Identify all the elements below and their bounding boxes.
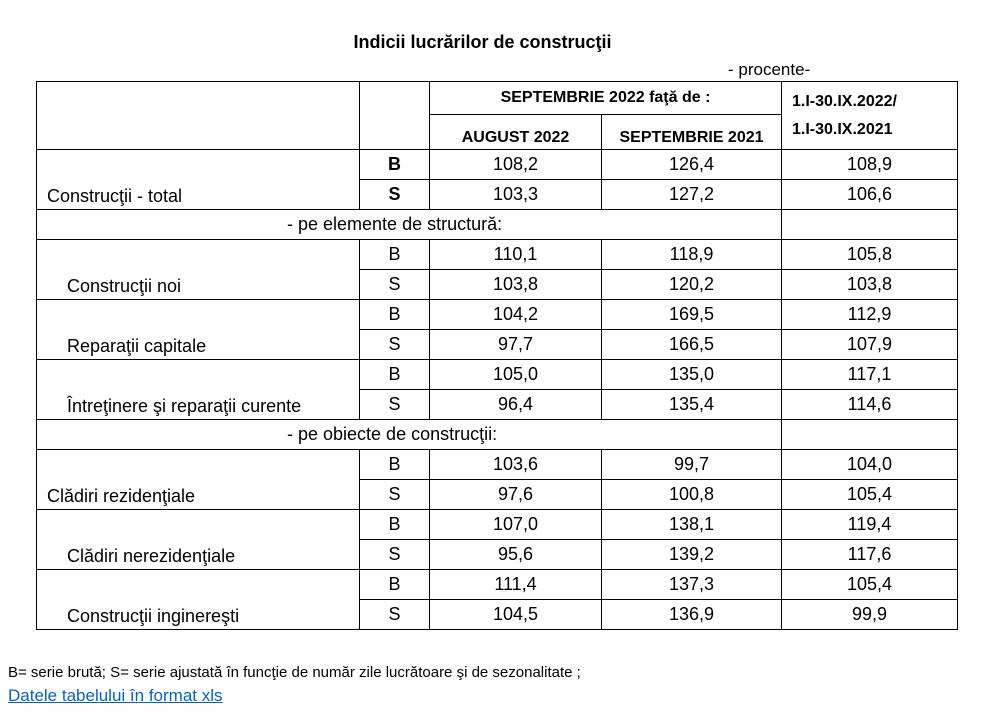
series-mark-s: S <box>360 330 430 360</box>
value-cell: 103,3 <box>430 180 602 210</box>
value-cell: 166,5 <box>602 330 782 360</box>
table-row <box>37 570 958 600</box>
series-mark-s: S <box>360 270 430 300</box>
value-cell: 105,4 <box>782 480 958 510</box>
value-cell: 137,3 <box>602 570 782 600</box>
value-cell: 117,1 <box>782 360 958 390</box>
value-cell: 103,6 <box>430 450 602 480</box>
value-cell: 107,0 <box>430 510 602 540</box>
series-mark-s: S <box>360 390 430 420</box>
series-mark-s: S <box>360 480 430 510</box>
value-cell: 138,1 <box>602 510 782 540</box>
value-cell: 106,6 <box>782 180 958 210</box>
value-cell: 100,8 <box>602 480 782 510</box>
table-title: Indicii lucrărilor de construcţii <box>353 32 612 52</box>
row-label: Clădiri nerezidenţiale <box>37 510 360 570</box>
series-mark-b: B <box>360 450 430 480</box>
value-cell: 108,2 <box>430 150 602 180</box>
value-cell: 104,2 <box>430 300 602 330</box>
series-mark-s: S <box>360 600 430 630</box>
row-label: Întreţinere şi reparaţii curente <box>37 360 360 420</box>
table-row <box>37 240 958 270</box>
header-cumulative-line1: 1.I-30.IX.2022/ <box>792 92 897 110</box>
table-row <box>37 510 958 540</box>
value-cell: 99,7 <box>602 450 782 480</box>
value-cell: 97,7 <box>430 330 602 360</box>
value-cell: 111,4 <box>430 570 602 600</box>
table-row <box>37 450 958 480</box>
header-cumulative-line2: 1.I-30.IX.2021 <box>792 120 893 138</box>
indices-table <box>36 81 958 630</box>
header-col-august: AUGUST 2022 <box>430 115 602 150</box>
value-cell: 104,0 <box>782 450 958 480</box>
table-row <box>37 300 958 330</box>
value-cell: 127,2 <box>602 180 782 210</box>
series-mark-s: S <box>360 540 430 570</box>
table-row <box>37 360 958 390</box>
value-cell: 105,4 <box>782 570 958 600</box>
section-row <box>37 420 958 450</box>
value-cell: 110,1 <box>430 240 602 270</box>
series-mark-b: B <box>360 510 430 540</box>
value-cell: 126,4 <box>602 150 782 180</box>
row-label: Construcţii noi <box>37 240 360 300</box>
value-cell: 103,8 <box>782 270 958 300</box>
row-label: Reparaţii capitale <box>37 300 360 360</box>
value-cell: 95,6 <box>430 540 602 570</box>
value-cell: 107,9 <box>782 330 958 360</box>
value-cell: 103,8 <box>430 270 602 300</box>
header-cumulative <box>782 82 958 150</box>
value-cell: 120,2 <box>602 270 782 300</box>
value-cell: 169,5 <box>602 300 782 330</box>
series-mark-b: B <box>360 240 430 270</box>
value-cell: 114,6 <box>782 390 958 420</box>
header-blank-mark <box>360 82 430 150</box>
value-cell: 135,0 <box>602 360 782 390</box>
value-cell: 118,9 <box>602 240 782 270</box>
series-mark-b: B <box>360 150 430 180</box>
section-structure-label: - pe elemente de structură: <box>37 210 782 240</box>
unit-label: - procente- <box>728 60 811 79</box>
value-cell: 108,9 <box>782 150 958 180</box>
value-cell: 97,6 <box>430 480 602 510</box>
value-cell: 96,4 <box>430 390 602 420</box>
value-cell: 112,9 <box>782 300 958 330</box>
section-row <box>37 210 958 240</box>
section-objects-label: - pe obiecte de construcţii: <box>37 420 782 450</box>
series-mark-b: B <box>360 570 430 600</box>
table-row <box>37 150 958 180</box>
row-label: Clădiri rezidenţiale <box>37 450 360 510</box>
header-col-september: SEPTEMBRIE 2021 <box>602 115 782 150</box>
value-cell: 135,4 <box>602 390 782 420</box>
section-blank-cell <box>782 210 958 240</box>
series-mark-b: B <box>360 300 430 330</box>
series-mark-b: B <box>360 360 430 390</box>
section-blank-cell <box>782 420 958 450</box>
header-blank-label <box>37 82 360 150</box>
footer-note: B= serie brută; S= serie ajustată în funcţie de număr zile lucrătoare şi de sezonalitate ; <box>8 664 581 681</box>
header-group-label: SEPTEMBRIE 2022 faţă de : <box>430 82 782 115</box>
value-cell: 105,0 <box>430 360 602 390</box>
value-cell: 105,8 <box>782 240 958 270</box>
row-label: Construcţii inginereşti <box>37 570 360 630</box>
value-cell: 117,6 <box>782 540 958 570</box>
value-cell: 136,9 <box>602 600 782 630</box>
series-mark-s: S <box>360 180 430 210</box>
value-cell: 104,5 <box>430 600 602 630</box>
xls-download-link[interactable]: Datele tabelului în format xls <box>8 686 223 705</box>
header-row-top <box>37 82 958 115</box>
value-cell: 119,4 <box>782 510 958 540</box>
value-cell: 99,9 <box>782 600 958 630</box>
row-label: Construcţii - total <box>37 150 360 210</box>
value-cell: 139,2 <box>602 540 782 570</box>
